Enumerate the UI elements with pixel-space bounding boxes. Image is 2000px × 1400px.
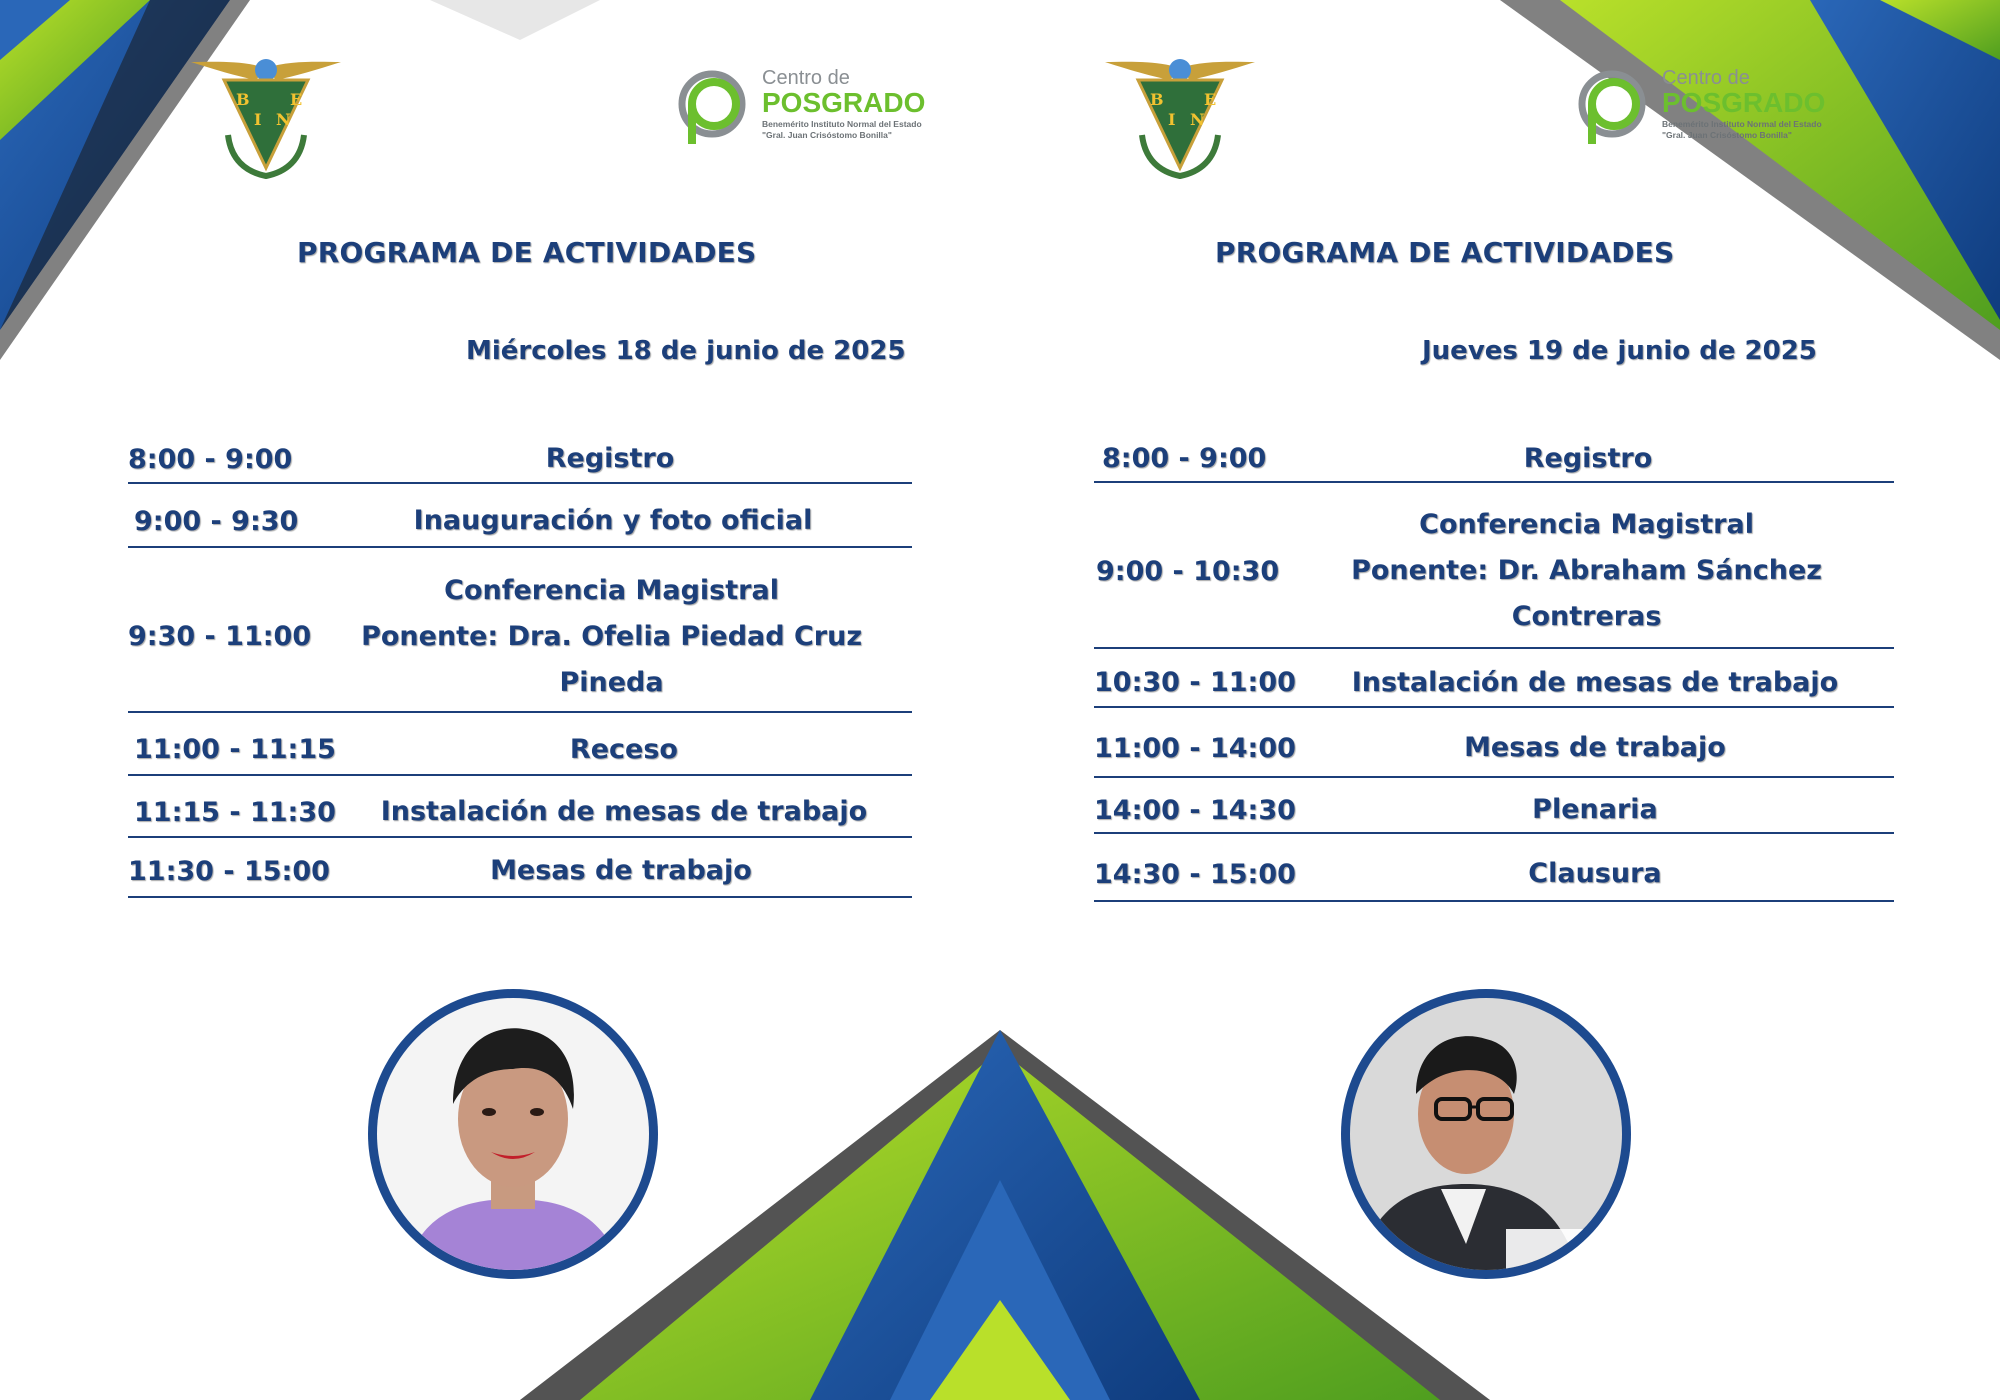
schedule-time: 8:00 - 9:00 — [1102, 443, 1267, 474]
posgrado-line1: Centro de — [762, 67, 850, 89]
posgrado-line3: Benemérito Instituto Normal del Estado — [1662, 119, 1822, 129]
right-program-title: PROGRAMA DE ACTIVIDADES — [1215, 236, 1675, 269]
schedule-row — [1094, 708, 1894, 778]
bine-letter-e: E — [1204, 90, 1217, 109]
left-schedule — [128, 436, 912, 898]
right-program-date: Jueves 19 de junio de 2025 — [1422, 336, 1817, 366]
posgrado-line4: "Gral. Juan Crisóstomo Bonilla" — [762, 130, 892, 140]
schedule-row — [128, 838, 912, 898]
schedule-row — [128, 484, 912, 548]
schedule-time: 14:00 - 14:30 — [1094, 794, 1296, 826]
schedule-activity: Receso — [569, 733, 678, 765]
bine-letter-e: E — [290, 90, 303, 109]
bine-logo — [186, 50, 346, 180]
schedule-activity: Mesas de trabajo — [490, 855, 752, 886]
schedule-activity: Clausura — [1528, 858, 1662, 889]
schedule-activity: Instalación de mesas de trabajo — [1351, 666, 1839, 698]
schedule-row — [128, 548, 912, 713]
schedule-time: 14:30 - 15:00 — [1094, 858, 1296, 890]
schedule-activity: Registro — [1523, 442, 1653, 474]
bine-letter-b: B — [236, 90, 250, 109]
posgrado-line2: POSGRADO — [1662, 87, 1826, 118]
left-program-title: PROGRAMA DE ACTIVIDADES — [297, 236, 757, 269]
schedule-time: 8:00 - 9:00 — [128, 443, 293, 475]
speaker-woman-portrait — [363, 984, 663, 1284]
schedule-activity: Mesas de trabajo — [1464, 732, 1726, 763]
bine-letter-n: N — [1190, 110, 1205, 129]
schedule-activity: Inauguración y foto oficial — [413, 505, 813, 536]
schedule-time: 9:00 - 10:30 — [1096, 555, 1280, 587]
schedule-row — [1094, 834, 1894, 902]
speaker-man-portrait — [1336, 984, 1636, 1284]
schedule-row — [128, 776, 912, 838]
posgrado-logo — [674, 60, 934, 160]
posgrado-line4: "Gral. Juan Crisóstomo Bonilla" — [1662, 130, 1792, 140]
schedule-time: 11:15 - 11:30 — [134, 796, 336, 828]
schedule-time: 11:00 - 11:15 — [134, 734, 336, 765]
schedule-row — [1094, 436, 1894, 483]
posgrado-line3: Benemérito Instituto Normal del Estado — [762, 119, 922, 129]
schedule-time: 9:30 - 11:00 — [128, 621, 312, 652]
schedule-activity: Plenaria — [1532, 794, 1658, 825]
right-schedule — [1094, 436, 1894, 902]
bine-letter-i: I — [254, 110, 262, 129]
posgrado-logo-right — [1574, 60, 1834, 160]
schedule-row — [128, 713, 912, 776]
schedule-activity: Instalación de mesas de trabajo — [380, 796, 868, 827]
schedule-row — [1094, 649, 1894, 708]
bine-letter-b: B — [1150, 90, 1164, 109]
bine-letter-i: I — [1168, 110, 1176, 129]
schedule-time: 9:00 - 9:30 — [134, 505, 299, 537]
schedule-row — [128, 436, 912, 484]
schedule-activity: Registro — [545, 443, 675, 474]
schedule-activity: Conferencia Magistral Ponente: Dr. Abraham Sánchez Contreras — [1351, 509, 1823, 632]
left-program-date: Miércoles 18 de junio de 2025 — [466, 336, 906, 366]
schedule-row — [1094, 483, 1894, 649]
schedule-time: 11:00 - 14:00 — [1094, 732, 1296, 764]
bine-logo-right — [1100, 50, 1260, 180]
posgrado-line2: POSGRADO — [762, 87, 926, 118]
schedule-time: 11:30 - 15:00 — [128, 855, 330, 887]
schedule-row — [1094, 778, 1894, 834]
bine-letter-n: N — [276, 110, 291, 129]
schedule-time: 10:30 - 11:00 — [1094, 667, 1296, 698]
schedule-activity: Conferencia Magistral Ponente: Dra. Ofelia Piedad Cruz Pineda — [361, 574, 863, 698]
posgrado-line1: Centro de — [1662, 67, 1750, 89]
